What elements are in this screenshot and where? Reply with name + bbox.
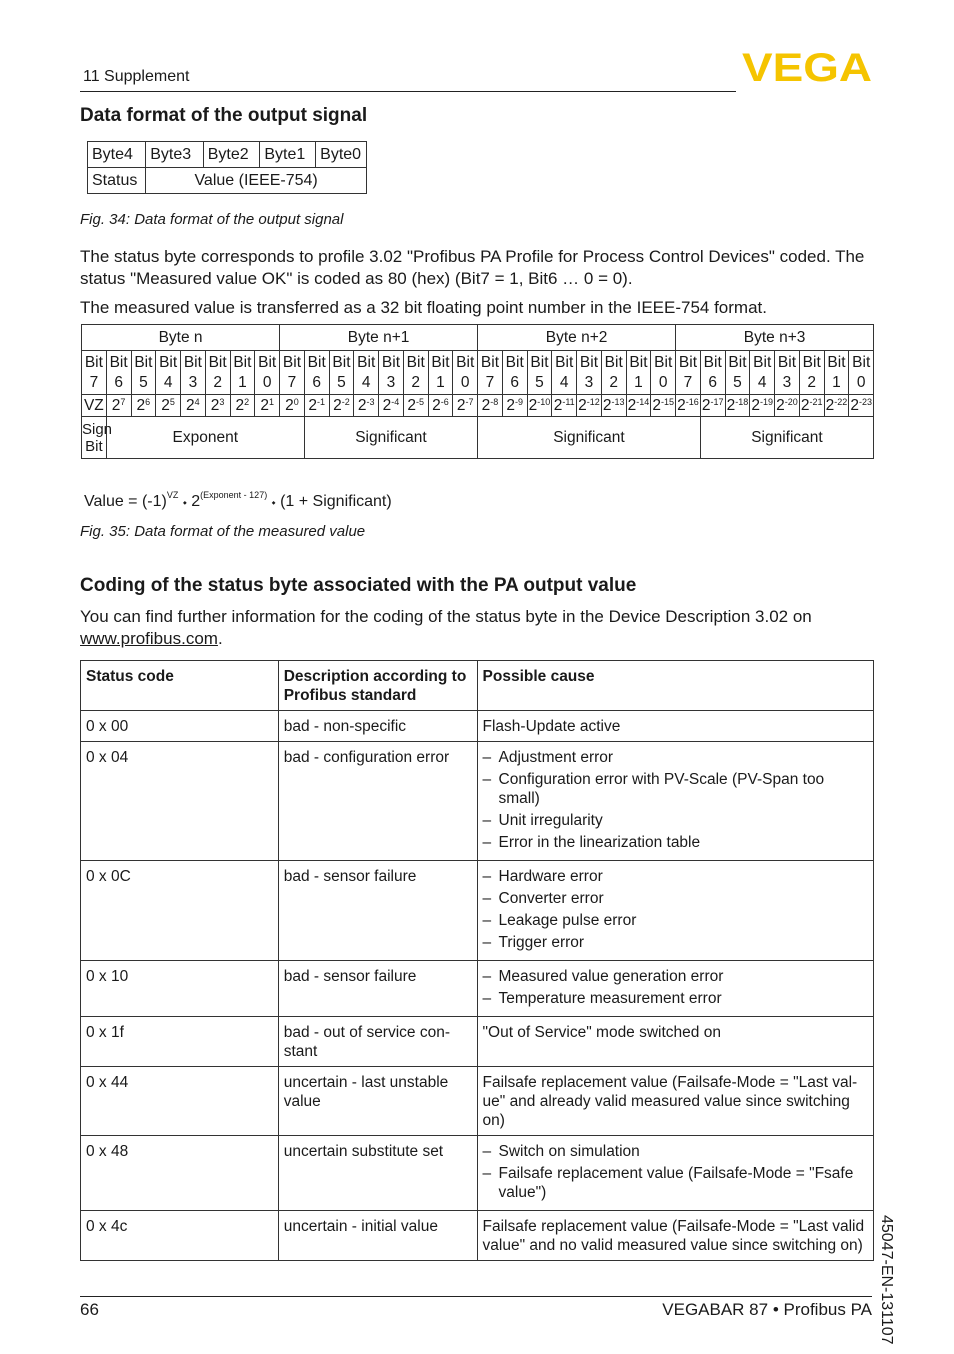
bit-cell xyxy=(255,351,280,395)
output-format-table xyxy=(87,141,367,194)
bit-cell xyxy=(849,351,874,395)
power-base: 2 xyxy=(825,396,835,414)
formula-base: 2 xyxy=(191,493,201,510)
bit-word: Bit xyxy=(406,353,425,371)
power-base: 2 xyxy=(553,396,563,414)
byte-header-row xyxy=(82,325,874,351)
formula-prefix: Value = (-1) xyxy=(84,493,167,510)
bit-number: 0 xyxy=(658,373,668,391)
power-base: 2 xyxy=(333,396,342,414)
vega-logo xyxy=(742,46,872,90)
power-base: 2 xyxy=(136,396,146,414)
value-cell: Value (IEEE-754) xyxy=(146,168,367,194)
status-row xyxy=(81,861,874,961)
bit-word: Bit xyxy=(381,353,400,371)
fig35-caption: Fig. 35: Data format of the measured value xyxy=(80,523,366,540)
formula-suffix: (1 + Significant) xyxy=(280,493,392,510)
power-base: 2 xyxy=(456,396,466,414)
bit-number: 4 xyxy=(163,373,173,391)
bit-number: 6 xyxy=(312,373,322,391)
cause-list xyxy=(483,867,868,952)
power-cell xyxy=(156,395,181,417)
byte-n-header: Byte n xyxy=(82,325,280,351)
significant-group-3: Significant xyxy=(700,417,873,459)
bit-number: 1 xyxy=(238,373,247,391)
bit-word: Bit xyxy=(357,353,376,371)
power-base: 2 xyxy=(701,396,711,414)
bit-cell xyxy=(799,351,824,395)
power-cell xyxy=(403,395,428,417)
bit-number: 0 xyxy=(856,373,866,391)
bit-word: Bit xyxy=(307,353,326,371)
power-base: 2 xyxy=(677,396,686,414)
power-base: 2 xyxy=(432,396,441,414)
bit-number: 4 xyxy=(361,373,371,391)
bit-number: 0 xyxy=(262,373,272,391)
status-description-cell: uncertain - last unstable value xyxy=(278,1067,477,1136)
group-row xyxy=(82,417,874,459)
power-cell xyxy=(379,395,404,417)
bit-cell xyxy=(329,351,354,395)
bit-cell xyxy=(106,351,131,395)
power-base: 2 xyxy=(186,396,195,414)
power-exponent: -21 xyxy=(809,396,823,407)
bit-number: 4 xyxy=(559,373,569,391)
bit-word: Bit xyxy=(678,353,697,371)
cause-item: – Temperature measurement error xyxy=(483,989,868,1008)
power-base: 2 xyxy=(627,396,637,414)
status-description-cell: bad - non-specific xyxy=(278,711,477,742)
power-cell xyxy=(601,395,626,417)
formula-sup-exponent: (Exponent - 127) xyxy=(200,490,268,500)
bit-value-row xyxy=(82,395,874,417)
bit-number: 7 xyxy=(485,373,495,391)
section-label: 11 Supplement xyxy=(83,68,190,85)
power-base: 2 xyxy=(776,396,785,414)
power-cell xyxy=(255,395,280,417)
status-code-cell: 0 x 4c xyxy=(81,1211,279,1261)
byte3-cell: Byte3 xyxy=(146,142,203,168)
bit-cell xyxy=(700,351,725,395)
formula-sup-vz: VZ xyxy=(166,490,179,500)
bit-number-row xyxy=(82,351,874,395)
bit-number: 5 xyxy=(139,373,148,391)
formula-bullet-2: ⬩ xyxy=(271,497,276,509)
header-possible-cause: Possible cause xyxy=(477,661,873,711)
bit-word: Bit xyxy=(84,353,103,371)
power-exponent: -4 xyxy=(391,396,400,407)
bit-number: 6 xyxy=(114,373,123,391)
bit-word: Bit xyxy=(505,353,524,371)
power-cell xyxy=(824,395,849,417)
bit-cell xyxy=(775,351,800,395)
power-base: 2 xyxy=(111,396,121,414)
status-row xyxy=(81,1211,874,1261)
bit-cell xyxy=(750,351,775,395)
power-base: 2 xyxy=(407,396,416,414)
bit-cell xyxy=(428,351,453,395)
byte-n3-header: Byte n+3 xyxy=(676,325,874,351)
power-base: 2 xyxy=(800,396,810,414)
bit-word: Bit xyxy=(134,353,153,371)
bit-word: Bit xyxy=(654,353,673,371)
bit-word: Bit xyxy=(431,353,450,371)
power-exponent: -16 xyxy=(685,396,699,407)
power-exponent: -2 xyxy=(341,396,350,407)
power-cell xyxy=(230,395,255,417)
formula-bullet-1: ⬩ xyxy=(182,497,187,509)
power-exponent: -17 xyxy=(710,396,724,407)
power-cell xyxy=(106,395,131,417)
cause-list xyxy=(483,967,868,1008)
power-exponent: -22 xyxy=(834,396,848,407)
profibus-link[interactable]: www.profibus.com xyxy=(80,629,218,648)
bit-cell xyxy=(181,351,206,395)
status-row xyxy=(81,1067,874,1136)
power-exponent: 0 xyxy=(293,396,299,407)
status-cause-cell xyxy=(477,1136,873,1211)
header-status-code: Status code xyxy=(81,661,279,711)
power-exponent: 3 xyxy=(219,396,225,407)
bit-number: 6 xyxy=(708,373,718,391)
power-cell xyxy=(700,395,725,417)
bit-word: Bit xyxy=(183,353,202,371)
cause-item: – Trigger error xyxy=(483,933,868,952)
byte-n2-header: Byte n+2 xyxy=(478,325,676,351)
power-cell xyxy=(849,395,874,417)
power-cell xyxy=(651,395,676,417)
status-table-header xyxy=(81,661,874,711)
power-cell xyxy=(725,395,750,417)
product-name: VEGABAR 87 • Profibus PA xyxy=(662,1300,872,1319)
bit-cell xyxy=(403,351,428,395)
bit-cell xyxy=(379,351,404,395)
status-cause-cell: Flash-Update active xyxy=(477,711,873,742)
status-coding-intro: You can find further information for the coding of the status byte in the Device Description 3.02 on xyxy=(80,607,812,626)
section-title-status-coding: Coding of the status byte associated with the PA output value xyxy=(80,575,637,596)
status-code-cell: 0 x 44 xyxy=(81,1067,279,1136)
power-base: 2 xyxy=(506,396,515,414)
bit-cell xyxy=(552,351,577,395)
bit-number: 1 xyxy=(634,373,643,391)
status-row xyxy=(81,1136,874,1211)
power-cell xyxy=(527,395,552,417)
bit-number: 5 xyxy=(337,373,346,391)
status-cell: Status xyxy=(88,168,146,194)
bit-number: 7 xyxy=(287,373,297,391)
status-row xyxy=(81,961,874,1017)
exponent-group: Exponent xyxy=(106,417,304,459)
power-cell xyxy=(478,395,503,417)
bit-cell xyxy=(527,351,552,395)
value-formula xyxy=(84,490,392,511)
power-cell xyxy=(428,395,453,417)
bit-cell xyxy=(354,351,379,395)
paragraph-status-byte: The status byte corresponds to profile 3.02 "Profibus PA Profile for Process Control Devices" coded. The status "Measured value OK" is coded as 80 (hex) (Bit7 = 1, Bit6 … 0 = 0). xyxy=(80,247,865,288)
power-base: 2 xyxy=(382,396,392,414)
bit-cell xyxy=(230,351,255,395)
sign-value-cell: VZ xyxy=(82,395,107,417)
cause-item: – Switch on simulation xyxy=(483,1142,868,1161)
power-exponent: -12 xyxy=(586,396,600,407)
document-number: 45047-EN-131107 xyxy=(878,1215,895,1345)
bit-word: Bit xyxy=(332,353,351,371)
status-cause-cell xyxy=(477,861,873,961)
bit-word: Bit xyxy=(480,353,499,371)
power-base: 2 xyxy=(751,396,760,414)
status-code-table xyxy=(80,660,874,1261)
power-exponent: -7 xyxy=(465,396,474,407)
footer-rule xyxy=(80,1296,872,1297)
power-exponent: -19 xyxy=(760,396,774,407)
status-row xyxy=(81,1017,874,1067)
bit-number: 3 xyxy=(782,373,792,391)
power-cell xyxy=(280,395,305,417)
byte-n1-header: Byte n+1 xyxy=(280,325,478,351)
bit-number: 5 xyxy=(535,373,544,391)
bit-cell xyxy=(651,351,676,395)
cause-item: – Configuration error with PV-Scale (PV-Span too small) xyxy=(483,770,868,808)
bit-cell xyxy=(280,351,305,395)
status-row xyxy=(81,742,874,861)
bit-cell xyxy=(205,351,230,395)
status-description-cell: bad - configuration error xyxy=(278,742,477,861)
cause-item: – Unit irregularity xyxy=(483,811,868,830)
power-cell xyxy=(453,395,478,417)
status-code-cell: 0 x 00 xyxy=(81,711,279,742)
bit-cell xyxy=(601,351,626,395)
bit-cell xyxy=(304,351,329,395)
status-cause-cell: Failsafe replacement value (Failsafe-Mode = "Last val-ue" and already valid measured value since switching on) xyxy=(477,1067,873,1136)
power-base: 2 xyxy=(285,396,294,414)
power-base: 2 xyxy=(260,396,269,414)
power-exponent: 6 xyxy=(145,396,151,407)
status-description-cell: uncertain substitute set xyxy=(278,1136,477,1211)
bit-cell xyxy=(676,351,701,395)
power-exponent: -23 xyxy=(859,396,873,407)
power-exponent: -1 xyxy=(317,396,326,407)
power-exponent: -20 xyxy=(784,396,798,407)
power-exponent: -18 xyxy=(735,396,749,407)
power-cell xyxy=(205,395,230,417)
fig34-caption: Fig. 34: Data format of the output signal xyxy=(80,211,344,228)
power-cell xyxy=(131,395,156,417)
bit-number: 1 xyxy=(436,373,445,391)
bit-number: 7 xyxy=(683,373,693,391)
power-cell xyxy=(577,395,602,417)
cause-item: – Hardware error xyxy=(483,867,868,886)
page-number: 66 xyxy=(80,1300,99,1319)
power-cell xyxy=(329,395,354,417)
bit-word: Bit xyxy=(233,353,252,371)
status-cause-cell xyxy=(477,742,873,861)
bit-cell xyxy=(824,351,849,395)
significant-group-1: Significant xyxy=(304,417,477,459)
power-cell xyxy=(304,395,329,417)
bit-cell xyxy=(725,351,750,395)
bit-word: Bit xyxy=(109,353,128,371)
bit-word: Bit xyxy=(208,353,227,371)
status-code-cell: 0 x 48 xyxy=(81,1136,279,1211)
power-exponent: 1 xyxy=(268,396,274,407)
power-exponent: -15 xyxy=(661,396,675,407)
bit-number: 3 xyxy=(386,373,396,391)
power-base: 2 xyxy=(652,396,661,414)
status-coding-end: . xyxy=(217,629,223,648)
status-code-cell: 0 x 04 xyxy=(81,742,279,861)
bit-word: Bit xyxy=(852,353,871,371)
bit-cell xyxy=(156,351,181,395)
power-base: 2 xyxy=(726,396,736,414)
bit-word: Bit xyxy=(827,353,846,371)
byte2-cell: Byte2 xyxy=(203,142,260,168)
cause-list xyxy=(483,748,868,852)
power-exponent: -10 xyxy=(537,396,551,407)
status-cause-cell: "Out of Service" mode switched on xyxy=(477,1017,873,1067)
power-cell xyxy=(626,395,651,417)
power-base: 2 xyxy=(308,396,317,414)
power-base: 2 xyxy=(235,396,245,414)
bit-word: Bit xyxy=(555,353,574,371)
cause-item: – Adjustment error xyxy=(483,748,868,767)
bit-number: 2 xyxy=(807,373,817,391)
bit-layout-table xyxy=(81,324,874,459)
bit-cell xyxy=(478,351,503,395)
sign-bit-group: Sign Bit xyxy=(82,417,107,459)
power-base: 2 xyxy=(357,396,367,414)
power-cell xyxy=(775,395,800,417)
bit-word: Bit xyxy=(777,353,796,371)
bit-word: Bit xyxy=(753,353,772,371)
power-cell xyxy=(181,395,206,417)
section-title-output-signal: Data format of the output signal xyxy=(80,105,368,126)
header-description: Description according to Profibus standard xyxy=(278,661,477,711)
bit-number: 7 xyxy=(89,373,99,391)
status-cause-cell: Failsafe replacement value (Failsafe-Mode = "Last valid value" and no valid measured value since switching on) xyxy=(477,1211,873,1261)
bit-cell xyxy=(577,351,602,395)
bit-word: Bit xyxy=(579,353,598,371)
power-base: 2 xyxy=(528,396,538,414)
power-exponent: -9 xyxy=(515,396,524,407)
power-base: 2 xyxy=(210,396,220,414)
byte0-cell: Byte0 xyxy=(316,142,367,168)
bit-word: Bit xyxy=(282,353,301,371)
status-description-cell: bad - sensor failure xyxy=(278,961,477,1017)
bit-word: Bit xyxy=(629,353,648,371)
bit-word: Bit xyxy=(604,353,623,371)
power-exponent: 2 xyxy=(244,396,250,407)
cause-item: – Measured value generation error xyxy=(483,967,868,986)
bit-word: Bit xyxy=(728,353,747,371)
power-exponent: -3 xyxy=(366,396,375,407)
paragraph-status-coding xyxy=(80,606,870,650)
power-exponent: 7 xyxy=(120,396,126,407)
status-description-cell: bad - out of service con-stant xyxy=(278,1017,477,1067)
power-exponent: -14 xyxy=(636,396,650,407)
power-base: 2 xyxy=(850,396,859,414)
bit-number: 2 xyxy=(411,373,421,391)
power-base: 2 xyxy=(481,396,491,414)
status-code-cell: 0 x 0C xyxy=(81,861,279,961)
bit-cell xyxy=(131,351,156,395)
bit-word: Bit xyxy=(530,353,549,371)
power-exponent: -13 xyxy=(611,396,625,407)
bit-cell xyxy=(453,351,478,395)
power-cell xyxy=(799,395,824,417)
cause-item: – Error in the linearization table xyxy=(483,833,868,852)
bit-number: 3 xyxy=(188,373,198,391)
power-cell xyxy=(676,395,701,417)
status-cause-cell xyxy=(477,961,873,1017)
bit-cell xyxy=(502,351,527,395)
status-code-cell: 0 x 10 xyxy=(81,961,279,1017)
power-exponent: -8 xyxy=(490,396,499,407)
power-exponent: -5 xyxy=(416,396,425,407)
bit-number: 6 xyxy=(510,373,520,391)
power-base: 2 xyxy=(578,396,587,414)
power-exponent: 5 xyxy=(169,396,175,407)
bit-number: 3 xyxy=(584,373,594,391)
power-exponent: 4 xyxy=(194,396,200,407)
vega-logo-text: VEGA xyxy=(742,46,872,90)
power-exponent: -11 xyxy=(562,396,575,407)
cause-item: – Failsafe replacement value (Failsafe-Mode = "Fsafe value") xyxy=(483,1164,868,1202)
power-cell xyxy=(750,395,775,417)
power-base: 2 xyxy=(161,396,170,414)
bit-number: 2 xyxy=(609,373,619,391)
bit-word: Bit xyxy=(159,353,178,371)
status-row xyxy=(81,711,874,742)
byte4-cell: Byte4 xyxy=(88,142,146,168)
cause-list xyxy=(483,1142,868,1202)
bit-word: Bit xyxy=(456,353,475,371)
power-cell xyxy=(502,395,527,417)
bit-word: Bit xyxy=(258,353,277,371)
significant-group-2: Significant xyxy=(478,417,701,459)
cause-item: – Leakage pulse error xyxy=(483,911,868,930)
power-exponent: -6 xyxy=(440,396,449,407)
power-cell xyxy=(552,395,577,417)
bit-word: Bit xyxy=(802,353,821,371)
bit-number: 2 xyxy=(213,373,222,391)
byte1-cell: Byte1 xyxy=(260,142,316,168)
bit-word: Bit xyxy=(703,353,722,371)
bit-number: 0 xyxy=(460,373,470,391)
status-description-cell: bad - sensor failure xyxy=(278,861,477,961)
status-description-cell: uncertain - initial value xyxy=(278,1211,477,1261)
bit-cell xyxy=(82,351,107,395)
header-rule xyxy=(80,91,736,92)
status-code-cell: 0 x 1f xyxy=(81,1017,279,1067)
cause-item: – Converter error xyxy=(483,889,868,908)
power-cell xyxy=(354,395,379,417)
paragraph-measured-value: The measured value is transferred as a 32 bit floating point number in the IEEE-754 format. xyxy=(80,298,767,317)
bit-number: 1 xyxy=(832,373,841,391)
bit-number: 5 xyxy=(733,373,742,391)
power-base: 2 xyxy=(602,396,612,414)
bit-number: 4 xyxy=(757,373,767,391)
bit-cell xyxy=(626,351,651,395)
